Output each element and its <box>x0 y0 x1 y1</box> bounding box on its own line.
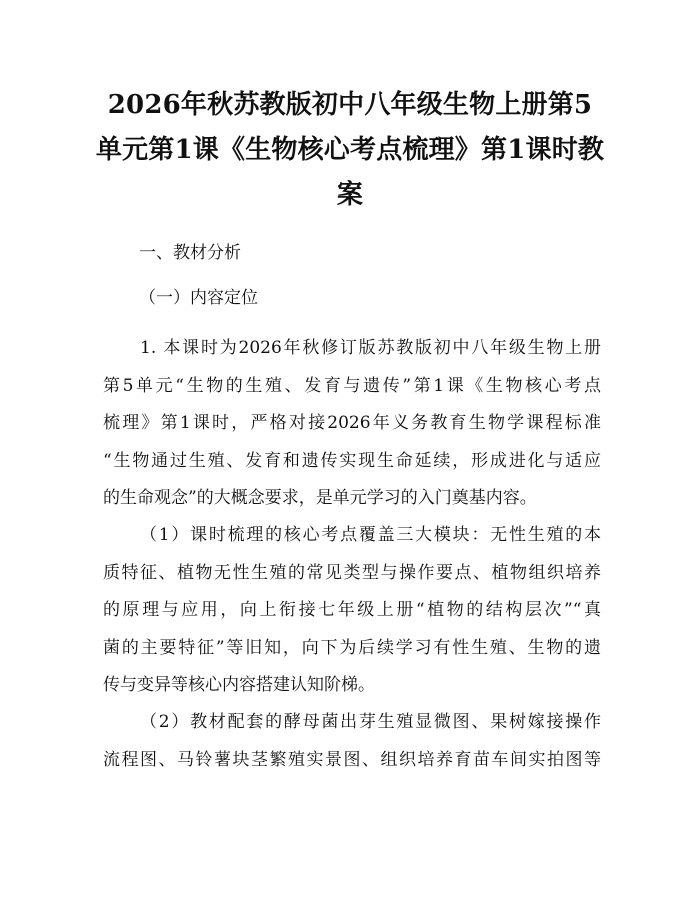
section-heading: 一、教材分析 <box>139 243 241 263</box>
paragraph-line: 质特征、植物无性生殖的常见类型与操作要点、植物组织培养 <box>103 562 601 583</box>
paragraph-line: 菌的主要特征”等旧知，向下为后续学习有性生殖、生物的遗 <box>103 637 601 658</box>
paragraph-line: 梳理》第1课时，严格对接2026年义务教育生物学课程标准 <box>103 413 601 434</box>
paragraph-3 <box>103 704 601 779</box>
subsection-heading: （一）内容定位 <box>139 288 258 308</box>
paragraph-line: （2）教材配套的酵母菌出芽生殖显微图、果树嫁接操作 <box>140 712 601 732</box>
paragraph-line: 传与变异等核心内容搭建认知阶梯。 <box>103 675 375 696</box>
paragraph-line: 的原理与应用，向上衔接七年级上册“植物的结构层次”“真 <box>103 600 601 621</box>
paragraph-1 <box>103 330 601 518</box>
paragraph-line: 第5单元“生物的生殖、发育与遗传”第1课《生物核心考点 <box>103 375 601 396</box>
paragraph-line: 1. 本课时为2026年秋修订版苏教版初中八年级生物上册 <box>140 338 601 358</box>
document-title: 2026年秋苏教版初中八年级生物上册第5单元第1课《生物核心考点梳理》第1课时教案 <box>95 90 605 210</box>
paragraph-line: 流程图、马铃薯块茎繁殖实景图、组织培养育苗车间实拍图等 <box>103 749 601 770</box>
paragraph-line: “生物通过生殖、发育和遗传实现生命延续，形成进化与适应 <box>103 450 601 471</box>
paragraph-line: 的生命观念”的大概念要求，是单元学习的入门奠基内容。 <box>103 488 537 509</box>
paragraph-2 <box>103 517 601 705</box>
paragraph-line: （1）课时梳理的核心考点覆盖三大模块：无性生殖的本 <box>140 525 601 545</box>
